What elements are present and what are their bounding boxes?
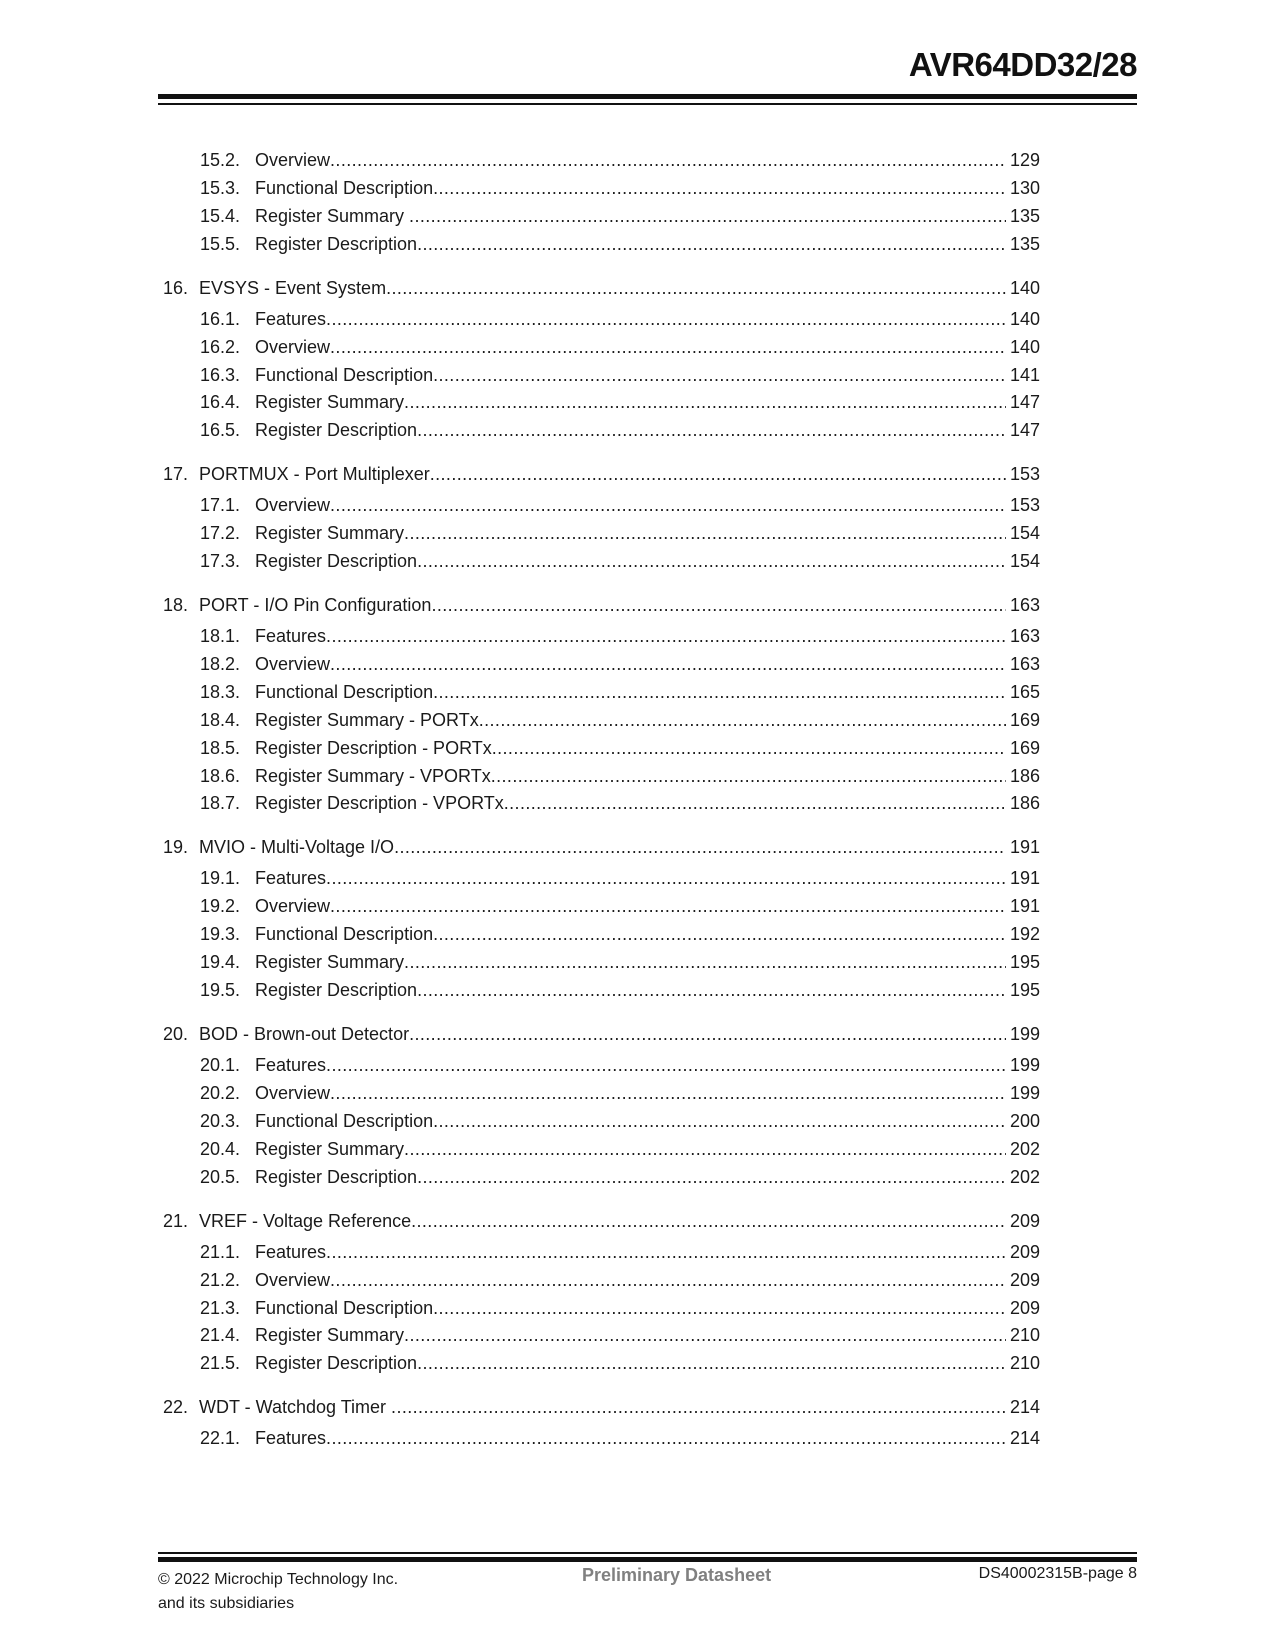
toc-entry-title: Features .....: [255, 1053, 1006, 1077]
toc-entry-page: 192: [1009, 924, 1040, 944]
toc-entry-title: Register Description .....: [255, 1165, 1006, 1189]
toc-entry-title: PORTMUX - Port Multiplexer .....: [199, 462, 1006, 486]
toc-entry-leader: [255, 1296, 1040, 1320]
toc-chapter-entry[interactable]: [163, 835, 1040, 859]
toc-entry-page: 163: [1009, 595, 1040, 615]
toc-entry-title: Functional Description .....: [255, 922, 1006, 946]
toc-entry-number: 17.: [163, 464, 189, 484]
footer-copyright: © 2022 Microchip Technology Inc.: [158, 1571, 399, 1588]
toc-entry-page: 209: [1009, 1242, 1040, 1262]
toc-section-entry[interactable]: [200, 1081, 1040, 1105]
toc-entry-page: 209: [1009, 1211, 1040, 1231]
toc-section-entry[interactable]: [200, 1296, 1040, 1320]
toc-entry-number: 21.3.: [200, 1298, 241, 1318]
toc-entry-number: 15.3.: [200, 178, 241, 198]
toc-entry-number: 15.2.: [200, 150, 241, 170]
toc-entry-number: 15.5.: [200, 234, 241, 254]
toc-section-entry[interactable]: [200, 680, 1040, 704]
toc-entry-page: 163: [1009, 654, 1040, 674]
toc-entry-leader: [255, 1109, 1040, 1133]
toc-entry-title: Functional Description .....: [255, 1109, 1006, 1133]
toc-section-entry[interactable]: [200, 978, 1040, 1002]
toc-entry-leader: [255, 1137, 1040, 1161]
toc-entry-leader: [255, 652, 1040, 676]
toc-section-entry[interactable]: [200, 1240, 1040, 1264]
toc-entry-page: 165: [1009, 682, 1040, 702]
toc-entry-title: BOD - Brown-out Detector .....: [199, 1022, 1006, 1046]
toc-entry-title: Register Summary .....: [255, 204, 1006, 228]
toc-entry-title: Register Description .....: [255, 1351, 1006, 1375]
toc-entry-page: 200: [1009, 1111, 1040, 1131]
toc-entry-title: Register Description .....: [255, 549, 1006, 573]
toc-entry-title: Register Summary .....: [255, 521, 1006, 545]
toc-entry-number: 20.5.: [200, 1167, 241, 1187]
toc-entry-title: Register Summary .....: [255, 950, 1006, 974]
toc-entry-leader: [255, 232, 1040, 256]
toc-entry-page: 214: [1009, 1428, 1040, 1448]
toc-entry-number: 19.2.: [200, 896, 241, 916]
toc-section-entry[interactable]: [200, 791, 1040, 815]
toc-entry-page: 191: [1009, 837, 1040, 857]
toc-entry-title: Functional Description .....: [255, 176, 1006, 200]
toc-section-entry[interactable]: [200, 866, 1040, 890]
footer-copyright-block: [158, 1568, 398, 1616]
toc-entry-title: Features .....: [255, 624, 1006, 648]
toc-entry-leader: [255, 1351, 1040, 1375]
toc-section-entry[interactable]: [200, 1323, 1040, 1347]
toc-section-entry[interactable]: [200, 736, 1040, 760]
toc-entry-leader: [199, 276, 1040, 300]
toc-entry-page: 129: [1009, 150, 1040, 170]
toc-entry-number: 16.: [163, 278, 189, 298]
toc-entry-title: Overview .....: [255, 894, 1006, 918]
toc-section-entry[interactable]: [200, 1109, 1040, 1133]
toc-entry-page: 140: [1009, 337, 1040, 357]
toc-entry-leader: [199, 593, 1040, 617]
toc-entry-title: Register Summary .....: [255, 390, 1006, 414]
toc-entry-title: Features .....: [255, 1240, 1006, 1264]
toc-entry-title: Register Description .....: [255, 418, 1006, 442]
toc-entry-title: Features .....: [255, 307, 1006, 331]
toc-entry-leader: [255, 549, 1040, 573]
toc-entry-number: 21.5.: [200, 1353, 241, 1373]
toc-section-entry[interactable]: [200, 1165, 1040, 1189]
toc-entry-title: Overview .....: [255, 335, 1006, 359]
toc-entry-title: Overview .....: [255, 1268, 1006, 1292]
toc-entry-page: 141: [1009, 365, 1040, 385]
toc-chapter-entry[interactable]: [163, 462, 1040, 486]
toc-entry-page: 195: [1009, 952, 1040, 972]
toc-entry-leader: [255, 708, 1040, 732]
toc-entry-leader: [255, 1268, 1040, 1292]
toc-entry-page: 153: [1009, 495, 1040, 515]
toc-entry-leader: [255, 922, 1040, 946]
toc-entry-leader: [255, 418, 1040, 442]
toc-entry-leader: [255, 1053, 1040, 1077]
toc-section-entry[interactable]: [200, 652, 1040, 676]
toc-entry-number: 21.4.: [200, 1325, 241, 1345]
toc-entry-leader: [255, 950, 1040, 974]
toc-entry-title: Register Summary - PORTx .....: [255, 708, 1006, 732]
toc-entry-leader: [255, 493, 1040, 517]
toc-entry-leader: [199, 1209, 1040, 1233]
toc-entry-leader: [255, 307, 1040, 331]
toc-entry-number: 17.1.: [200, 495, 241, 515]
toc-entry-title: Features .....: [255, 1426, 1006, 1450]
toc-entry-title: Register Summary - VPORTx .....: [255, 764, 1006, 788]
toc-entry-number: 20.2.: [200, 1083, 241, 1103]
toc-entry-leader: [199, 1395, 1040, 1419]
toc-entry-number: 18.: [163, 595, 189, 615]
footer-rule-thin: [158, 1552, 1137, 1554]
toc-section-entry[interactable]: [200, 148, 1040, 172]
toc-entry-leader: [199, 835, 1040, 859]
toc-section-entry[interactable]: [200, 335, 1040, 359]
toc-entry-leader: [255, 978, 1040, 1002]
footer-status: Preliminary Datasheet: [582, 1565, 772, 1585]
toc-entry-number: 20.1.: [200, 1055, 241, 1075]
toc-entry-title: Functional Description .....: [255, 363, 1006, 387]
toc-section-entry[interactable]: [200, 764, 1040, 788]
toc-entry-number: 18.3.: [200, 682, 241, 702]
toc-section-entry[interactable]: [200, 418, 1040, 442]
toc-entry-number: 16.3.: [200, 365, 241, 385]
toc-entry-number: 18.4.: [200, 710, 241, 730]
document-title: AVR64DD32/28: [908, 46, 1137, 83]
toc-entry-page: 209: [1009, 1298, 1040, 1318]
toc-entry-page: 186: [1009, 793, 1040, 813]
toc-section-entry[interactable]: [200, 307, 1040, 331]
toc-entry-title: PORT - I/O Pin Configuration .....: [199, 593, 1006, 617]
toc-section-entry[interactable]: [200, 1053, 1040, 1077]
toc-entry-leader: [255, 736, 1040, 760]
toc-entry-title: Register Summary .....: [255, 1137, 1006, 1161]
toc-entry-number: 19.4.: [200, 952, 241, 972]
toc-entry-leader: [255, 1165, 1040, 1189]
toc-entry-page: 154: [1009, 551, 1040, 571]
toc-entry-number: 20.3.: [200, 1111, 241, 1131]
toc-entry-number: 16.2.: [200, 337, 241, 357]
toc-entry-page: 199: [1009, 1083, 1040, 1103]
toc-chapter-entry[interactable]: [163, 1395, 1040, 1419]
toc-entry-title: Functional Description .....: [255, 680, 1006, 704]
toc-section-entry[interactable]: [200, 176, 1040, 200]
toc-section-entry[interactable]: [200, 204, 1040, 228]
toc-entry-title: Register Description .....: [255, 232, 1006, 256]
toc-entry-number: 16.4.: [200, 392, 241, 412]
toc-entry-leader: [255, 1426, 1040, 1450]
toc-entry-page: 140: [1009, 278, 1040, 298]
toc-entry-number: 20.4.: [200, 1139, 241, 1159]
toc-entry-title: Register Summary .....: [255, 1323, 1006, 1347]
toc-entry-page: 140: [1009, 309, 1040, 329]
toc-entry-number: 18.7.: [200, 793, 241, 813]
footer-page-ref: DS40002315B-page 8: [978, 1565, 1137, 1582]
toc-entry-leader: [255, 204, 1040, 228]
toc-entry-number: 19.3.: [200, 924, 241, 944]
toc-entry-page: 153: [1009, 464, 1040, 484]
toc-section-entry[interactable]: [200, 521, 1040, 545]
toc-entry-number: 21.2.: [200, 1270, 241, 1290]
toc-entry-title: Overview .....: [255, 1081, 1006, 1105]
toc-chapter-entry[interactable]: [163, 1209, 1040, 1233]
toc-entry-page: 130: [1009, 178, 1040, 198]
toc-chapter-entry[interactable]: [163, 276, 1040, 300]
toc-entry-leader: [255, 148, 1040, 172]
toc-entry-title: Register Description - VPORTx .....: [255, 791, 1006, 815]
toc-section-entry[interactable]: [200, 232, 1040, 256]
toc-entry-title: Register Description .....: [255, 978, 1006, 1002]
toc-entry-page: 147: [1009, 420, 1040, 440]
toc-entry-number: 19.5.: [200, 980, 241, 1000]
toc-entry-title: Overview .....: [255, 148, 1006, 172]
toc-entry-number: 17.3.: [200, 551, 241, 571]
toc-section-entry[interactable]: [200, 390, 1040, 414]
toc-section-entry[interactable]: [200, 624, 1040, 648]
toc-entry-number: 15.4.: [200, 206, 241, 226]
toc-entry-number: 22.1.: [200, 1428, 241, 1448]
toc-entry-number: 19.1.: [200, 868, 241, 888]
toc-entry-number: 19.: [163, 837, 189, 857]
toc-entry-leader: [255, 1323, 1040, 1347]
toc-section-entry[interactable]: [200, 1426, 1040, 1450]
toc-entry-title: Overview .....: [255, 493, 1006, 517]
toc-entry-number: 18.6.: [200, 766, 241, 786]
toc-entry-page: 210: [1009, 1325, 1040, 1345]
toc-entry-leader: [255, 866, 1040, 890]
toc-entry-title: Overview .....: [255, 652, 1006, 676]
toc-entry-leader: [199, 1022, 1040, 1046]
toc-entry-leader: [255, 363, 1040, 387]
toc-entry-page: 135: [1009, 234, 1040, 254]
toc-entry-page: 163: [1009, 626, 1040, 646]
toc-entry-leader: [255, 680, 1040, 704]
toc-entry-leader: [255, 764, 1040, 788]
toc-section-entry[interactable]: [200, 950, 1040, 974]
toc-entry-leader: [255, 521, 1040, 545]
toc-entry-leader: [255, 894, 1040, 918]
toc-entry-title: Features .....: [255, 866, 1006, 890]
toc-entry-page: 147: [1009, 392, 1040, 412]
toc-section-entry[interactable]: [200, 549, 1040, 573]
toc-entry-title: EVSYS - Event System .....: [199, 276, 1006, 300]
toc-entry-page: 191: [1009, 868, 1040, 888]
toc-entry-number: 18.1.: [200, 626, 241, 646]
toc-entry-title: Functional Description .....: [255, 1296, 1006, 1320]
toc-chapter-entry[interactable]: [163, 1022, 1040, 1046]
toc-entry-page: 202: [1009, 1139, 1040, 1159]
toc-entry-number: 21.1.: [200, 1242, 241, 1262]
toc-entry-leader: [255, 335, 1040, 359]
toc-entry-title: WDT - Watchdog Timer .....: [199, 1395, 1006, 1419]
toc-entry-title: Register Description - PORTx .....: [255, 736, 1006, 760]
toc-chapter-entry[interactable]: [163, 593, 1040, 617]
toc-section-entry[interactable]: [200, 363, 1040, 387]
toc-entry-leader: [255, 390, 1040, 414]
toc-entry-number: 18.2.: [200, 654, 241, 674]
toc-entry-number: 20.: [163, 1024, 189, 1044]
toc-section-entry[interactable]: [200, 894, 1040, 918]
toc-entry-page: 154: [1009, 523, 1040, 543]
toc-entry-number: 22.: [163, 1397, 189, 1417]
toc-entry-number: 16.5.: [200, 420, 241, 440]
toc-entry-page: 169: [1009, 710, 1040, 730]
toc-entry-number: 18.5.: [200, 738, 241, 758]
toc-entry-page: 210: [1009, 1353, 1040, 1373]
toc-entry-number: 17.2.: [200, 523, 241, 543]
toc-entry-leader: [255, 1081, 1040, 1105]
toc-entry-page: 191: [1009, 896, 1040, 916]
toc-entry-page: 195: [1009, 980, 1040, 1000]
toc-section-entry[interactable]: [200, 922, 1040, 946]
toc-entry-leader: [255, 791, 1040, 815]
footer-subsidiaries: and its subsidiaries: [158, 1595, 295, 1612]
toc-entry-page: 202: [1009, 1167, 1040, 1187]
toc-entry-title: VREF - Voltage Reference .....: [199, 1209, 1006, 1233]
toc-entry-leader: [199, 462, 1040, 486]
toc-entry-leader: [255, 176, 1040, 200]
toc-entry-page: 214: [1009, 1397, 1040, 1417]
toc-section-entry[interactable]: [200, 493, 1040, 517]
toc-entry-title: MVIO - Multi-Voltage I/O .....: [199, 835, 1006, 859]
toc-section-entry[interactable]: [200, 1351, 1040, 1375]
toc-section-entry[interactable]: [200, 708, 1040, 732]
toc-entry-page: 209: [1009, 1270, 1040, 1290]
toc-entry-page: 169: [1009, 738, 1040, 758]
toc-entry-page: 186: [1009, 766, 1040, 786]
toc-section-entry[interactable]: [200, 1137, 1040, 1161]
toc-entry-page: 135: [1009, 206, 1040, 226]
toc-entry-leader: [255, 1240, 1040, 1264]
toc-section-entry[interactable]: [200, 1268, 1040, 1292]
toc-entry-page: 199: [1009, 1024, 1040, 1044]
footer-rule-thick: [158, 1557, 1137, 1562]
toc-entry-number: 16.1.: [200, 309, 241, 329]
toc-entry-number: 21.: [163, 1211, 189, 1231]
toc-entry-leader: [255, 624, 1040, 648]
toc-entry-page: 199: [1009, 1055, 1040, 1075]
